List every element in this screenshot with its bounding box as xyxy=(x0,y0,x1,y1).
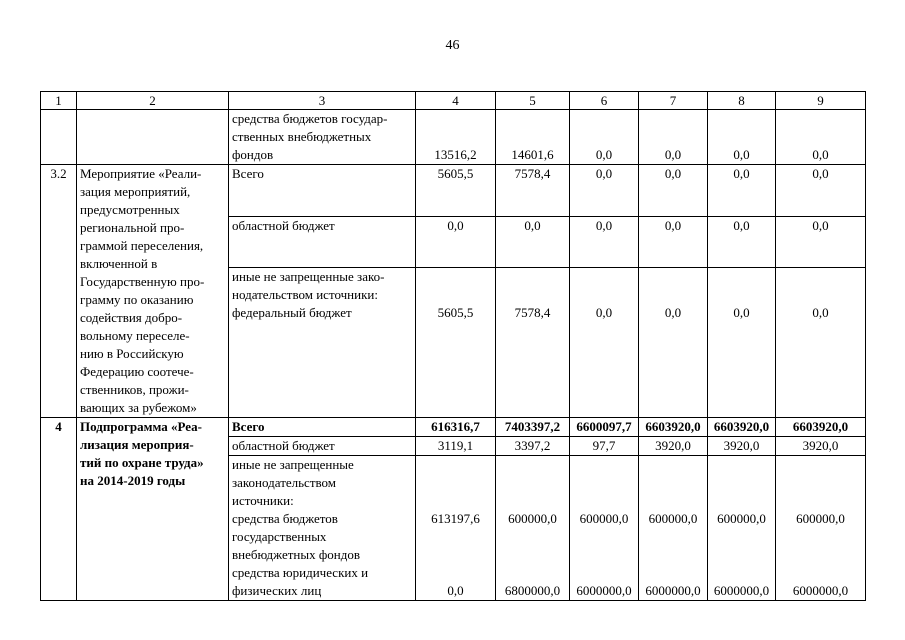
value-cell: 0,0 xyxy=(639,165,708,217)
title-line: региональной про- xyxy=(80,220,185,235)
value-cell: 6600097,7 xyxy=(570,418,639,437)
source-label: областной бюджет xyxy=(229,216,416,268)
value-cell xyxy=(416,456,496,601)
source-label: Всего xyxy=(229,165,416,217)
header-cell: 5 xyxy=(496,92,570,110)
value-cell: 3920,0 xyxy=(639,437,708,456)
title-line: лизация мероприя- xyxy=(80,437,194,452)
source-line: иные не запрещенные зако- xyxy=(232,269,385,285)
value-cell: 6603920,0 xyxy=(776,418,866,437)
value-cell: 3920,0 xyxy=(776,437,866,456)
value-text: 7578,4 xyxy=(514,305,551,321)
source-line: ственных внебюджетных xyxy=(232,129,372,144)
header-cell: 7 xyxy=(639,92,708,110)
title-line: Федерацию соотече- xyxy=(80,364,194,379)
source-cell xyxy=(229,456,416,601)
budget-table xyxy=(40,91,866,601)
source-label: областной бюджет xyxy=(229,437,416,456)
table-row xyxy=(41,110,866,165)
value-cell xyxy=(639,456,708,601)
page-number: 46 xyxy=(445,38,460,53)
value-cell: 0,0 xyxy=(708,110,776,165)
title-line: содействия добро- xyxy=(80,310,183,325)
title-line: Мероприятие «Реали- xyxy=(80,166,202,181)
source-line: средства бюджетов государ- xyxy=(232,111,388,126)
title-line: включенной в xyxy=(80,256,158,271)
source-line: федеральный бюджет xyxy=(232,305,352,321)
value-cell: 3397,2 xyxy=(496,437,570,456)
value-cell xyxy=(776,456,866,601)
value-text: 5605,5 xyxy=(437,305,474,321)
value-cell: 3119,1 xyxy=(416,437,496,456)
header-cell: 4 xyxy=(416,92,496,110)
value-cell: 13516,2 xyxy=(416,110,496,165)
value-cell: 0,0 xyxy=(708,216,776,268)
source-cell xyxy=(229,268,416,418)
funds-value: 600000,0 xyxy=(796,511,845,526)
value-cell xyxy=(416,268,496,418)
legal-value: 6000000,0 xyxy=(713,583,770,598)
source-cell xyxy=(229,110,416,165)
funds-value: 600000,0 xyxy=(579,511,629,526)
value-cell: 0,0 xyxy=(776,110,866,165)
header-cell: 3 xyxy=(229,92,416,110)
value-text: 0,0 xyxy=(595,305,613,321)
title-line: ственников, прожи- xyxy=(80,382,189,397)
value-text: 0,0 xyxy=(812,305,829,321)
title-line: граммой переселения, xyxy=(80,238,204,253)
title-line: зация мероприятий, xyxy=(80,184,191,199)
section-title xyxy=(77,165,229,418)
value-cell xyxy=(708,268,776,418)
header-cell: 8 xyxy=(708,92,776,110)
value-cell xyxy=(570,268,639,418)
legal-value: 6800000,0 xyxy=(504,583,561,598)
funds-value: 600000,0 xyxy=(648,511,698,526)
section-index: 3.2 xyxy=(41,165,77,418)
value-cell xyxy=(708,456,776,601)
value-cell: 0,0 xyxy=(639,110,708,165)
value-text: 0,0 xyxy=(733,305,750,321)
funds-value: 600000,0 xyxy=(508,511,557,526)
source-line: средства юридических и xyxy=(232,565,369,580)
table-row xyxy=(41,418,866,437)
legal-value: 0,0 xyxy=(447,583,464,598)
header-cell: 2 xyxy=(77,92,229,110)
value-cell: 0,0 xyxy=(570,110,639,165)
header-cell: 6 xyxy=(570,92,639,110)
title-line: на 2014-2019 годы xyxy=(80,473,186,488)
value-cell: 0,0 xyxy=(496,216,570,268)
value-cell: 7578,4 xyxy=(496,165,570,217)
value-cell xyxy=(570,456,639,601)
title-line: Государственную про- xyxy=(80,274,205,289)
title-line: нию в Российскую xyxy=(80,346,184,361)
title-line: Подпрограмма «Реа- xyxy=(80,419,202,434)
value-cell: 5605,5 xyxy=(416,165,496,217)
table-row xyxy=(41,165,866,217)
legal-value: 6000000,0 xyxy=(645,583,701,598)
title-line: вающих за рубежом» xyxy=(80,400,197,415)
title-line: тий по охране труда» xyxy=(80,455,204,470)
value-cell: 97,7 xyxy=(570,437,639,456)
source-line: фондов xyxy=(232,147,274,162)
value-cell: 0,0 xyxy=(416,216,496,268)
source-line: законодательством xyxy=(232,475,337,490)
source-line: источники: xyxy=(232,493,294,508)
value-cell: 3920,0 xyxy=(708,437,776,456)
value-cell: 6603920,0 xyxy=(708,418,776,437)
source-line: иные не запрещенные xyxy=(232,457,354,472)
value-cell: 7403397,2 xyxy=(496,418,570,437)
title-cell xyxy=(77,110,229,165)
value-cell: 616316,7 xyxy=(416,418,496,437)
funds-value: 600000,0 xyxy=(717,511,766,526)
value-cell xyxy=(776,268,866,418)
source-line: внебюджетных фондов xyxy=(232,547,360,562)
section-index: 4 xyxy=(41,418,77,601)
value-cell: 0,0 xyxy=(776,165,866,217)
index-cell xyxy=(41,110,77,165)
value-cell: 6603920,0 xyxy=(639,418,708,437)
source-line: государственных xyxy=(232,529,327,544)
title-line: грамму по оказанию xyxy=(80,292,194,307)
source-line: физических лиц xyxy=(232,583,322,598)
value-cell: 14601,6 xyxy=(496,110,570,165)
value-cell: 0,0 xyxy=(776,216,866,268)
source-line: нодательством источники: xyxy=(232,287,378,303)
legal-value: 6000000,0 xyxy=(576,583,632,598)
value-text: 0,0 xyxy=(664,305,682,321)
value-cell xyxy=(496,268,570,418)
value-cell: 0,0 xyxy=(570,165,639,217)
value-cell xyxy=(496,456,570,601)
section-title xyxy=(77,418,229,601)
value-cell: 0,0 xyxy=(708,165,776,217)
legal-value: 6000000,0 xyxy=(792,583,849,598)
funds-value: 613197,6 xyxy=(431,511,480,526)
source-line: средства бюджетов xyxy=(232,511,338,526)
header-cell: 9 xyxy=(776,92,866,110)
value-cell xyxy=(639,268,708,418)
header-row xyxy=(41,92,866,110)
header-cell: 1 xyxy=(41,92,77,110)
source-label: Всего xyxy=(229,418,416,437)
title-line: вольному переселе- xyxy=(80,328,190,343)
title-line: предусмотренных xyxy=(80,202,180,217)
value-cell: 0,0 xyxy=(639,216,708,268)
value-cell: 0,0 xyxy=(570,216,639,268)
